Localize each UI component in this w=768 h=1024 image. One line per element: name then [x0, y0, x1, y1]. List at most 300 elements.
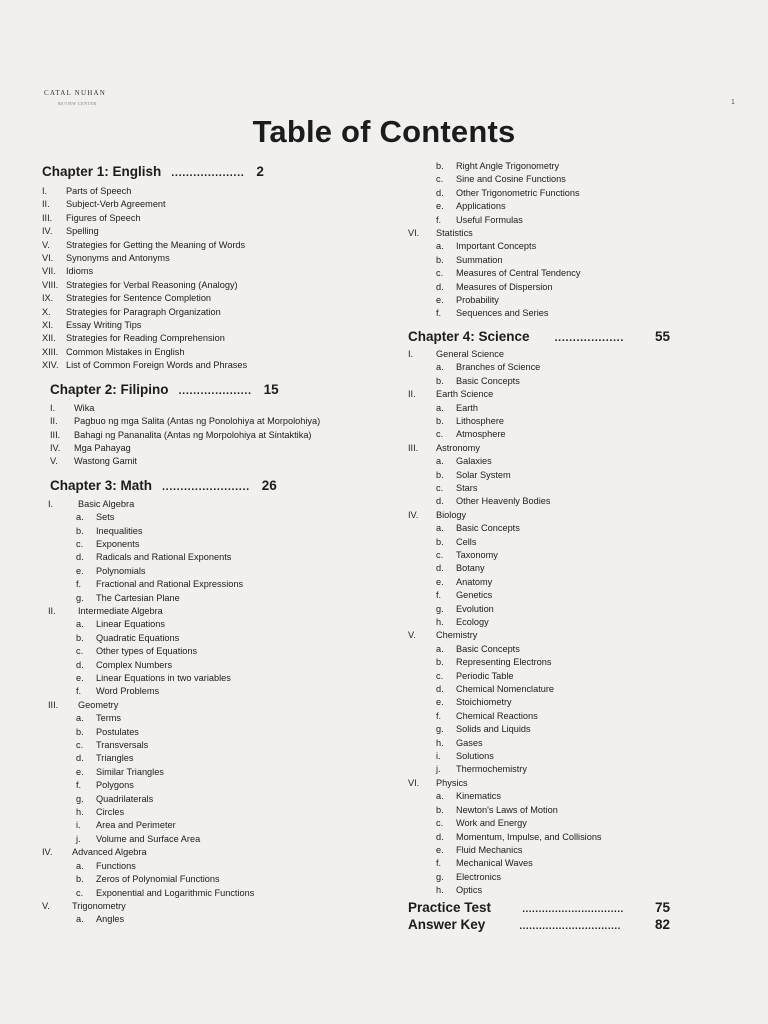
subsection-title: Similar Triangles: [96, 766, 164, 777]
chapter-1-sections: [42, 185, 382, 373]
subsection-letter: b.: [436, 536, 444, 547]
section-row: [50, 442, 382, 455]
subsection-row: [408, 603, 670, 616]
section-row: [408, 227, 670, 240]
subsection-row: [408, 536, 670, 549]
subsection-letter: b.: [76, 525, 84, 536]
subsection-title: Taxonomy: [456, 549, 498, 560]
subsection-row: [48, 645, 382, 658]
subsection-row: [408, 616, 670, 629]
section-number: IV.: [42, 226, 53, 237]
section-title: Mga Pahayag: [74, 442, 131, 453]
subsection-row: [48, 672, 382, 685]
practice-test-title: Practice Test: [408, 899, 492, 915]
section-title: Figures of Speech: [66, 212, 141, 223]
section-number: III.: [50, 429, 61, 440]
subsection-letter: d.: [76, 753, 84, 764]
leader-dots: ........................: [162, 480, 250, 493]
subsection-row: [408, 522, 670, 535]
subsection-letter: a.: [436, 456, 444, 467]
subsection-letter: d.: [436, 187, 444, 198]
answer-key-page: 82: [654, 916, 670, 932]
subsection-title: Quadratic Equations: [96, 632, 180, 643]
subsection-row: [48, 752, 382, 765]
subsection-row: [48, 578, 382, 591]
section-title: Strategies for Reading Comprehension: [66, 333, 225, 344]
subsection-title: Sets: [96, 512, 115, 523]
section-number: I.: [50, 402, 56, 413]
subsection-title: Functions: [96, 860, 136, 871]
subsection-row: [408, 562, 670, 575]
subsection-row: [408, 857, 670, 870]
section-row: [50, 455, 382, 468]
subsection-title: Atmosphere: [456, 429, 506, 440]
subsection-letter: d.: [76, 552, 84, 563]
subsection-title: Other Heavenly Bodies: [456, 496, 551, 507]
section-title: Spelling: [66, 226, 99, 237]
subsection-title: Angles: [96, 914, 125, 925]
subsection-row: [408, 549, 670, 562]
subsection-row: [408, 670, 670, 683]
subsection-title: Optics: [456, 885, 483, 896]
subsection-letter: a.: [76, 713, 84, 724]
subsection-row: [48, 793, 382, 806]
subsection-title: Galaxies: [456, 456, 492, 467]
subsection-title: Representing Electrons: [456, 657, 552, 668]
subsection-title: Circles: [96, 807, 125, 818]
subsection-title: Complex Numbers: [96, 659, 173, 670]
subsection-title: Stars: [456, 482, 478, 493]
section-row: [408, 509, 670, 522]
subsection-letter: j.: [76, 833, 81, 844]
subsection-title: Linear Equations in two variables: [96, 673, 231, 683]
subsection-title: Measures of Dispersion: [456, 281, 553, 292]
subsection-letter: h.: [436, 885, 444, 896]
leader-dots: ...................: [554, 331, 624, 344]
subsection-title: Measures of Central Tendency: [456, 268, 581, 279]
subsection-row: [48, 511, 382, 524]
subsection-letter: f.: [76, 686, 82, 697]
section-title: Astronomy: [436, 442, 480, 453]
section-number: XI.: [42, 320, 54, 331]
subsection-row: [48, 860, 382, 873]
section-row: [42, 198, 382, 211]
subsection-letter: b.: [76, 726, 84, 737]
subsection-row: [408, 576, 670, 589]
section-title: Strategies for Sentence Completion: [66, 293, 212, 304]
subsection-row: [408, 589, 670, 602]
answer-key-heading: [408, 917, 670, 932]
subsection-row: [48, 618, 382, 631]
subsection-row: [408, 790, 670, 803]
section-number: XIV.: [42, 360, 59, 371]
subsection-row: [408, 696, 670, 709]
subsection-row: [48, 833, 382, 846]
section-number: II.: [50, 416, 58, 427]
chapter-page: 55: [654, 328, 670, 344]
subsection-letter: a.: [436, 241, 444, 252]
subsection-letter: d.: [436, 281, 444, 292]
subsection-row: [408, 482, 670, 495]
subsection-row: [408, 683, 670, 696]
subsection-letter: a.: [436, 791, 444, 802]
section-row: [408, 442, 670, 455]
section-title: Parts of Speech: [66, 186, 132, 196]
section-title: Trigonometry: [72, 900, 126, 911]
subsection-row: [48, 525, 382, 538]
section-row: [50, 402, 382, 415]
section-number: XIII.: [42, 346, 59, 357]
section-title: List of Common Foreign Words and Phrases: [66, 360, 248, 371]
subsection-row: [408, 871, 670, 884]
subsection-row: [48, 592, 382, 605]
chapter-page: 2: [256, 164, 264, 179]
subsection-title: Other Trigonometric Functions: [456, 187, 580, 198]
subsection-letter: f.: [76, 780, 82, 791]
section-number: III.: [408, 442, 419, 453]
subsection-letter: b.: [436, 375, 444, 386]
section-number: V.: [50, 456, 58, 467]
subsection-letter: h.: [76, 807, 84, 818]
subsection-row: [408, 469, 670, 482]
chapter-3-sections: [42, 498, 382, 927]
section-row: [42, 319, 382, 332]
chapter-1-heading: [42, 164, 382, 179]
section-row: [42, 225, 382, 238]
subsection-letter: h.: [436, 737, 444, 748]
subsection-letter: a.: [76, 860, 84, 871]
section-number: X.: [42, 306, 51, 317]
section-number: XII.: [42, 333, 56, 344]
subsection-title: Basic Concepts: [456, 375, 520, 386]
subsection-letter: d.: [436, 496, 444, 507]
subsection-title: Fractional and Rational Expressions: [96, 579, 244, 590]
section-title: Chemistry: [436, 630, 478, 641]
subsection-row: [408, 281, 670, 294]
subsection-row: [408, 428, 670, 441]
subsection-title: Other types of Equations: [96, 646, 198, 657]
subsection-title: Useful Formulas: [456, 214, 523, 225]
subsection-letter: j.: [436, 764, 441, 775]
section-title: Essay Writing Tips: [66, 320, 142, 331]
subsection-title: Radicals and Rational Exponents: [96, 552, 232, 563]
subsection-row: [408, 160, 670, 173]
section-number: II.: [48, 605, 56, 616]
subsection-row: [408, 240, 670, 253]
chapter-4-sections: [408, 348, 670, 898]
subsection-letter: d.: [76, 659, 84, 670]
section-row: [42, 279, 382, 292]
subsection-row: [408, 817, 670, 830]
practice-test-page: 75: [654, 899, 670, 915]
section-row: [48, 605, 382, 618]
subsection-letter: f.: [436, 710, 442, 721]
section-row: [50, 415, 382, 428]
subsection-letter: f.: [76, 579, 82, 590]
subsection-letter: e.: [76, 565, 84, 576]
subsection-letter: c.: [76, 887, 84, 898]
section-title: Geometry: [78, 699, 119, 710]
section-title: Basic Algebra: [78, 498, 135, 509]
subsection-row: [408, 415, 670, 428]
subsection-title: Area and Perimeter: [96, 820, 176, 831]
section-number: IV.: [50, 442, 61, 453]
section-title: Biology: [436, 509, 467, 520]
publisher-logo: CATAL NUHAN: [44, 89, 106, 97]
toc-right-column: [408, 160, 670, 932]
subsection-row: [408, 200, 670, 213]
section-row: [50, 429, 382, 442]
section-title: Subject-Verb Agreement: [66, 199, 166, 210]
section-title: Synonyms and Antonyms: [66, 253, 170, 264]
chapter-page: 26: [261, 477, 277, 493]
subsection-title: Probability: [456, 295, 499, 306]
subsection-letter: a.: [76, 914, 84, 925]
subsection-letter: a.: [76, 512, 84, 523]
section-row: [42, 332, 382, 345]
subsection-letter: e.: [436, 697, 444, 708]
subsection-letter: b.: [76, 632, 84, 643]
section-row: [408, 348, 670, 361]
subsection-row: [48, 766, 382, 779]
subsection-title: Stoichiometry: [456, 697, 512, 708]
section-row: [42, 346, 382, 359]
subsection-title: Exponential and Logarithmic Functions: [96, 887, 255, 898]
subsection-letter: i.: [436, 751, 441, 762]
section-title: Statistics: [436, 228, 473, 239]
subsection-title: Ecology: [456, 617, 489, 627]
subsection-title: Terms: [96, 713, 122, 724]
subsection-row: [408, 375, 670, 388]
section-row: [42, 239, 382, 252]
section-row: [42, 846, 382, 859]
section-number: II.: [408, 389, 416, 400]
subsection-row: [408, 402, 670, 415]
subsection-letter: b.: [436, 254, 444, 265]
subsection-letter: e.: [436, 576, 444, 587]
section-title: Strategies for Getting the Meaning of Words: [66, 239, 246, 250]
subsection-letter: c.: [76, 538, 84, 549]
subsection-letter: c.: [436, 268, 444, 279]
section-title: Pagbuo ng mga Salita (Antas ng Ponolohiya at Morpolohiya): [74, 416, 321, 427]
section-number: III.: [42, 212, 53, 223]
subsection-title: Solar System: [456, 469, 511, 480]
subsection-row: [408, 643, 670, 656]
subsection-row: [408, 307, 670, 320]
subsection-title: Solutions: [456, 751, 494, 762]
subsection-letter: g.: [76, 793, 84, 804]
section-title: Physics: [436, 777, 468, 788]
subsection-title: Electronics: [456, 871, 501, 882]
subsection-letter: b.: [76, 874, 84, 885]
subsection-row: [48, 712, 382, 725]
subsection-title: Exponents: [96, 538, 140, 549]
subsection-letter: g.: [436, 724, 444, 735]
subsection-letter: e.: [436, 295, 444, 306]
section-title: Wastong Gamit: [74, 456, 137, 467]
subsection-title: Postulates: [96, 726, 139, 737]
section-title: Earth Science: [436, 389, 494, 400]
publisher-logo-subtitle: REVIEW CENTER: [58, 101, 97, 106]
subsection-title: Mechanical Waves: [456, 858, 533, 869]
subsection-title: Sequences and Series: [456, 308, 549, 319]
subsection-letter: a.: [76, 619, 84, 630]
subsection-title: Solids and Liquids: [456, 724, 531, 735]
section-title: Wika: [74, 402, 95, 413]
section-row: [42, 265, 382, 278]
section-number: VI.: [408, 228, 420, 239]
section-title: Intermediate Algebra: [78, 605, 163, 616]
subsection-row: [408, 750, 670, 763]
subsection-row: [408, 455, 670, 468]
section-row: [48, 498, 382, 511]
toc-left-column: [42, 164, 382, 927]
subsection-letter: i.: [76, 820, 81, 831]
section-title: General Science: [436, 348, 504, 359]
subsection-row: [48, 806, 382, 819]
subsection-row: [48, 565, 382, 578]
subsection-title: Applications: [456, 201, 506, 212]
subsection-title: Cells: [456, 536, 477, 547]
subsection-title: Basic Concepts: [456, 523, 520, 534]
section-number: I.: [48, 498, 54, 509]
section-title: Strategies for Verbal Reasoning (Analogy): [66, 279, 238, 290]
subsection-title: Linear Equations: [96, 619, 165, 630]
section-number: V.: [42, 900, 50, 911]
subsection-row: [408, 844, 670, 857]
section-number: V.: [408, 630, 416, 641]
subsection-title: Summation: [456, 254, 503, 265]
subsection-title: Momentum, Impulse, and Collisions: [456, 831, 602, 842]
subsection-letter: g.: [76, 592, 84, 603]
subsection-row: [48, 779, 382, 792]
subsection-row: [48, 659, 382, 672]
section-number: VI.: [408, 777, 420, 788]
subsection-row: [48, 726, 382, 739]
subsection-title: Lithosphere: [456, 415, 505, 426]
chapter-page: 15: [263, 381, 279, 397]
subsection-title: Genetics: [456, 590, 493, 601]
subsection-letter: g.: [436, 603, 444, 614]
subsection-letter: c.: [76, 646, 84, 657]
subsection-title: Triangles: [96, 753, 134, 764]
subsection-title: Polynomials: [96, 565, 146, 576]
subsection-letter: b.: [436, 657, 444, 668]
page-title: Table of Contents: [252, 114, 516, 149]
leader-dots: ....................: [178, 384, 252, 397]
subsection-row: [408, 214, 670, 227]
section-title: Idioms: [66, 266, 94, 277]
subsection-row: [408, 737, 670, 750]
section-number: VI.: [42, 253, 54, 264]
subsection-row: [408, 884, 670, 897]
subsection-title: Chemical Reactions: [456, 710, 538, 721]
section-title: Strategies for Paragraph Organization: [66, 306, 221, 317]
subsection-letter: c.: [436, 818, 444, 829]
subsection-title: Right Angle Trigonometry: [456, 161, 560, 171]
subsection-letter: a.: [436, 362, 444, 373]
subsection-letter: e.: [76, 766, 84, 777]
subsection-title: The Cartesian Plane: [96, 592, 180, 603]
subsection-letter: d.: [436, 831, 444, 842]
section-number: VIII.: [42, 279, 59, 290]
subsection-letter: b.: [436, 804, 444, 815]
subsection-title: Word Problems: [96, 686, 160, 697]
subsection-letter: d.: [436, 563, 444, 574]
subsection-row: [408, 656, 670, 669]
subsection-letter: a.: [436, 643, 444, 654]
subsection-title: Volume and Surface Area: [96, 833, 201, 844]
subsection-row: [408, 723, 670, 736]
answer-key-title: Answer Key: [408, 916, 486, 932]
subsection-title: Anatomy: [456, 576, 493, 587]
subsection-row: [48, 887, 382, 900]
subsection-letter: e.: [436, 844, 444, 855]
subsection-row: [408, 254, 670, 267]
subsection-letter: d.: [436, 684, 444, 695]
subsection-row: [408, 173, 670, 186]
section-row: [42, 185, 382, 198]
subsection-title: Evolution: [456, 603, 494, 614]
section-number: V.: [42, 239, 50, 250]
subsection-title: Sine and Cosine Functions: [456, 174, 566, 185]
subsection-letter: c.: [76, 740, 84, 751]
subsection-letter: a.: [436, 402, 444, 413]
subsection-letter: e.: [76, 673, 84, 683]
subsection-row: [48, 685, 382, 698]
subsection-title: Botany: [456, 563, 485, 574]
section-number: IX.: [42, 293, 54, 304]
subsection-title: Quadrilaterals: [96, 793, 154, 804]
subsection-title: Kinematics: [456, 791, 501, 802]
page-number: 1: [731, 99, 735, 106]
subsection-title: Important Concepts: [456, 241, 537, 252]
subsection-title: Thermochemistry: [456, 764, 527, 775]
subsection-letter: a.: [436, 523, 444, 534]
section-number: II.: [42, 199, 50, 210]
subsection-letter: f.: [436, 858, 442, 869]
subsection-row: [48, 819, 382, 832]
subsection-title: Work and Energy: [456, 818, 527, 829]
subsection-title: Zeros of Polynomial Functions: [96, 874, 220, 885]
section-title: Common Mistakes in English: [66, 346, 185, 357]
subsection-title: Chemical Nomenclature: [456, 684, 555, 695]
section-number: IV.: [42, 847, 53, 858]
section-number: IV.: [408, 509, 419, 520]
subsection-letter: b.: [436, 469, 444, 480]
subsection-row: [408, 804, 670, 817]
subsection-row: [48, 739, 382, 752]
subsection-title: Earth: [456, 402, 478, 413]
subsection-row: [408, 267, 670, 280]
subsection-row: [48, 873, 382, 886]
chapter-title: Chapter 4: Science: [408, 328, 530, 344]
section-row: [48, 699, 382, 712]
subsection-letter: f.: [436, 214, 442, 225]
chapter-3-sections-continued: [408, 160, 670, 321]
chapter-3-heading: [42, 478, 382, 493]
subsection-letter: c.: [436, 482, 444, 493]
subsection-row: [408, 831, 670, 844]
subsection-title: Transversals: [96, 740, 149, 751]
section-row: [408, 388, 670, 401]
section-number: I.: [42, 186, 48, 196]
section-row: [42, 900, 382, 913]
subsection-letter: f.: [436, 590, 442, 601]
subsection-title: Fluid Mechanics: [456, 844, 523, 855]
subsection-letter: h.: [436, 617, 444, 627]
subsection-letter: c.: [436, 670, 444, 681]
